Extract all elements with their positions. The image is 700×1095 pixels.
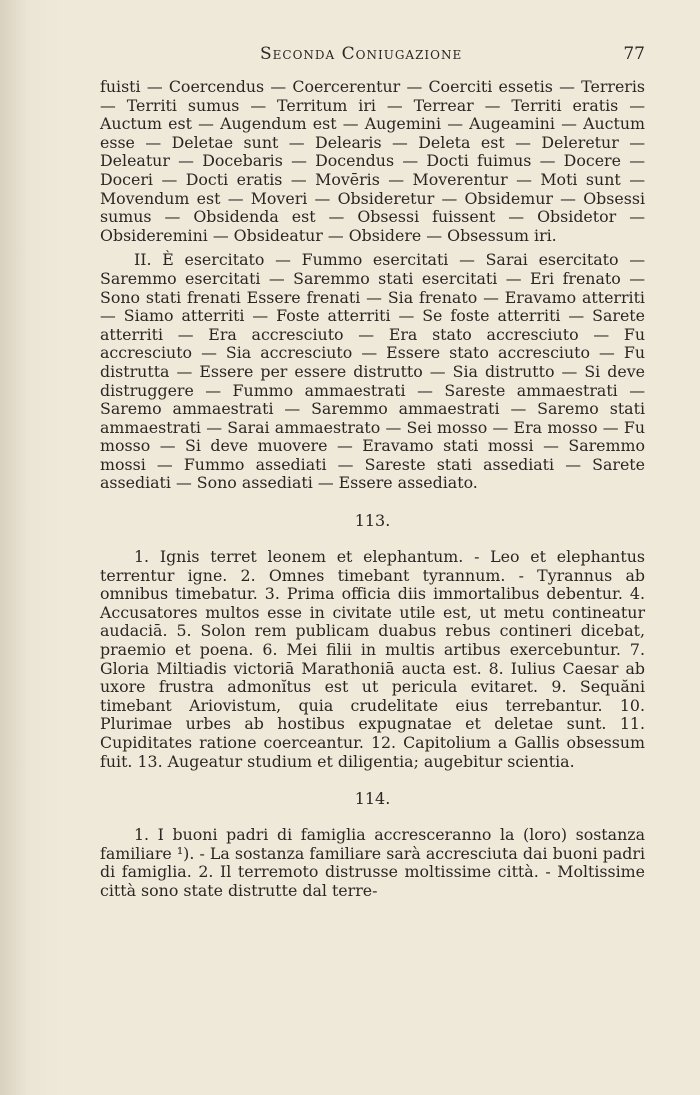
section-number-114: 114. xyxy=(354,789,391,809)
page-content xyxy=(100,78,645,901)
page-number: 77 xyxy=(623,44,645,64)
page-header xyxy=(100,44,645,66)
running-head: Seconda Coniugazione xyxy=(260,44,463,64)
paragraph-continued-exercise: fuisti — Coercendus — Coercerentur — Coerciti essetis — Terreris — Territi sumus — Territum iri — Terrear — Territi eratis — Auctum est — Augendum est — Augemini — Augeamini — Auctum esse — Deletae sunt — Delearis — Deleta est — Deleretur — Deleatur — Docebaris — Docendus — Docti fuimus — Docere — Doceri — Docti eratis — Movēris — Moverentur — Moti sunt — Movendum est — Moveri — Obsideretur — Obsidemur — Obsessi sumus — Obsidenda est — Obsessi fuissent — Obsidetor — Obsideremini — Obsideatur — Obsidere — Obsessum iri. xyxy=(100,77,645,245)
section-number-113: 113. xyxy=(354,511,391,531)
paragraph-exercise-ii: II. È esercitato — Fummo esercitati — Sarai esercitato — Saremmo esercitati — Saremmo stati esercitati — Eri frenato — Sono stati frenati Essere frenati — Sia frenato — Eravamo atterriti — Siamo atterriti — Foste atterriti — Se foste atterriti — Sarete atterriti — Era accresciuto — Era stato accresciuto — Fu accresciuto — Sia accresciuto — Essere stato accresciuto — Fu distrutta — Essere per essere distrutto — Sia distrutto — Si deve distruggere — Fummo ammaestrati — Sareste ammaestrati — Saremo ammaestrati — Saremmo ammaestrati — Saremo stati ammaestrati — Sarai ammaestrato — Sei mosso — Era mosso — Fu mosso — Si deve muovere — Eravamo stati mossi — Saremmo mossi — Fummo assediati — Sareste stati assediati — Sarete assediati — Sono assediati — Essere assediato. xyxy=(100,250,645,493)
paragraph-section-114: 1. I buoni padri di famiglia accresceranno la (loro) sostanza familiare ¹). - La sostanza familiare sarà accresciuta dai buoni padri di famiglia. 2. Il terremoto distrusse moltissime città. - Moltissime città sono state distrutte dal terre- xyxy=(100,825,645,900)
paragraph-section-113: 1. Ignis terret leonem et elephantum. - Leo et elephantus terrentur igne. 2. Omnes timebant tyrannum. - Tyrannus ab omnibus timebatur. 3. Prima officia diis immortalibus debentur. 4. Accusatores multos esse in civitate utile est, ut metu contineatur audaciā. 5. Solon rem publicam duabus rebus contineri dicebat, praemio et poena. 6. Mei filii in multis artibus exercebuntur. 7. Gloria Miltiadis victoriā Marathoniā aucta est. 8. Iulius Caesar ab uxore frustra admonĭtus est ut pericula evitaret. 9. Sequăni timebant Ariovistum, quia crudelitate eius terrebantur. 10. Plurimae urbes ab hostibus expugnatae et deletae sunt. 11. Cupiditates ratione coerceantur. 12. Capitolium a Gallis obsessum fuit. 13. Augeatur studium et diligentia; augebitur scientia. xyxy=(100,547,645,771)
